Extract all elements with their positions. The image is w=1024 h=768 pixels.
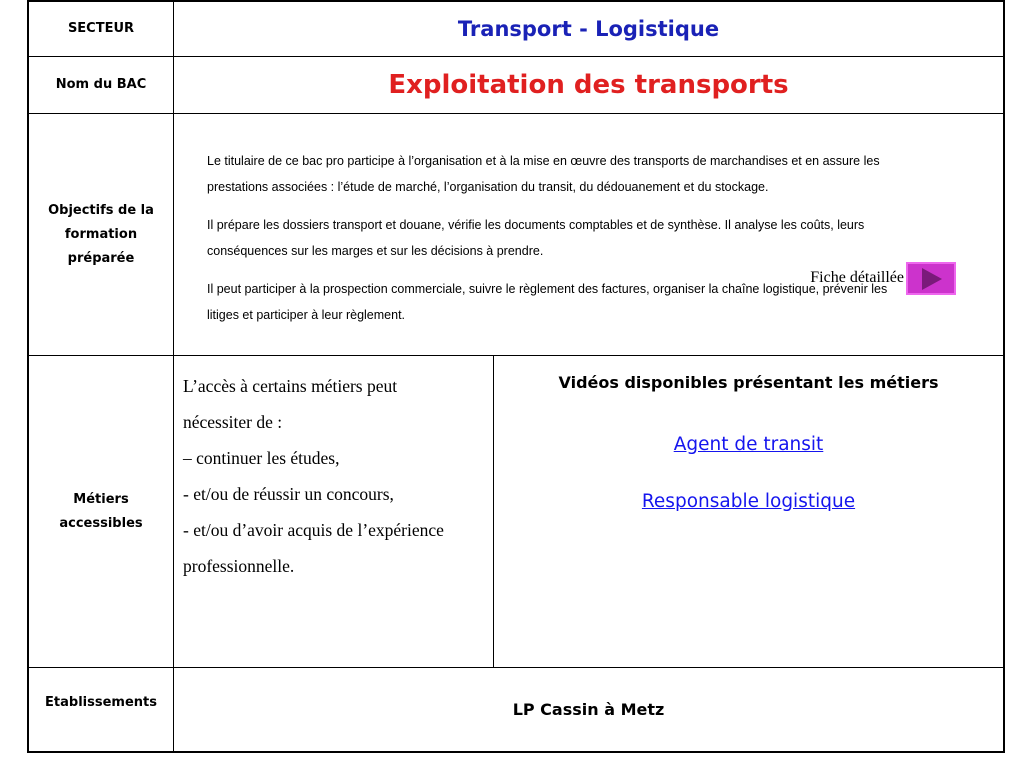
sector-cell <box>174 2 1003 56</box>
objectives-paragraph <box>207 148 997 200</box>
objectives-label <box>29 114 173 355</box>
fiche-detaillee-button[interactable] <box>906 262 956 295</box>
paragraph-line: Il peut participer à la prospection commerciale, suivre le règlement des factures, organiser la chaîne logistique, prévenir les <box>207 282 888 296</box>
jobs-label-line: Métiers <box>73 491 129 507</box>
objectives-paragraph <box>207 212 997 264</box>
fiche-detaillee-link[interactable]: Fiche détaillée <box>810 269 904 286</box>
access-line: - et/ou d’avoir acquis de l’expérience <box>183 520 444 540</box>
school-name: LP Cassin à Metz <box>512 700 665 719</box>
bac-title: Exploitation des transports <box>388 70 789 100</box>
paragraph-line: litiges et participer à leur règlement. <box>207 308 406 322</box>
video-link-agent-de-transit[interactable]: Agent de transit <box>673 434 824 455</box>
access-line: nécessiter de : <box>183 412 283 432</box>
videos-title: Vidéos disponibles présentant les métiers <box>558 373 939 392</box>
paragraph-line: prestations associées : l’étude de marché, l’organisation du transit, du dédouanement et du stockage. <box>207 180 769 194</box>
videos-panel <box>494 373 1003 512</box>
bac-cell <box>174 57 1003 113</box>
access-line: – continuer les études, <box>183 448 340 468</box>
access-line: L’accès à certains métiers peut <box>183 376 398 396</box>
sector-label: SECTEUR <box>67 21 135 36</box>
objectives-label-line: formation <box>64 226 138 242</box>
paragraph-line: conséquences sur les marges et sur les décisions à prendre. <box>207 244 544 258</box>
objectives-label-line: préparée <box>67 250 135 266</box>
objectives-label-line: Objectifs de la <box>48 202 154 218</box>
paragraph-line: Le titulaire de ce bac pro participe à l’organisation et à la mise en œuvre des transports de marchandises et en assure les <box>207 154 880 168</box>
jobs-label-line: accessibles <box>59 515 143 531</box>
schools-label: Etablissements <box>45 695 157 710</box>
jobs-access-text <box>183 368 488 584</box>
video-link-responsable-logistique[interactable]: Responsable logistique <box>641 491 856 512</box>
jobs-label <box>29 356 173 667</box>
play-arrow-icon <box>922 268 942 290</box>
access-line: - et/ou de réussir un concours, <box>183 484 394 504</box>
access-line: professionnelle. <box>183 556 295 576</box>
bac-label: Nom du BAC <box>55 77 147 92</box>
fiche-label-wrap <box>790 269 904 287</box>
paragraph-line: Il prépare les dossiers transport et douane, vérifie les documents comptables et de synthèse. Il analyse les coûts, leurs <box>207 218 865 232</box>
sector-title: Transport - Logistique <box>457 17 720 41</box>
objectives-text <box>207 148 997 340</box>
